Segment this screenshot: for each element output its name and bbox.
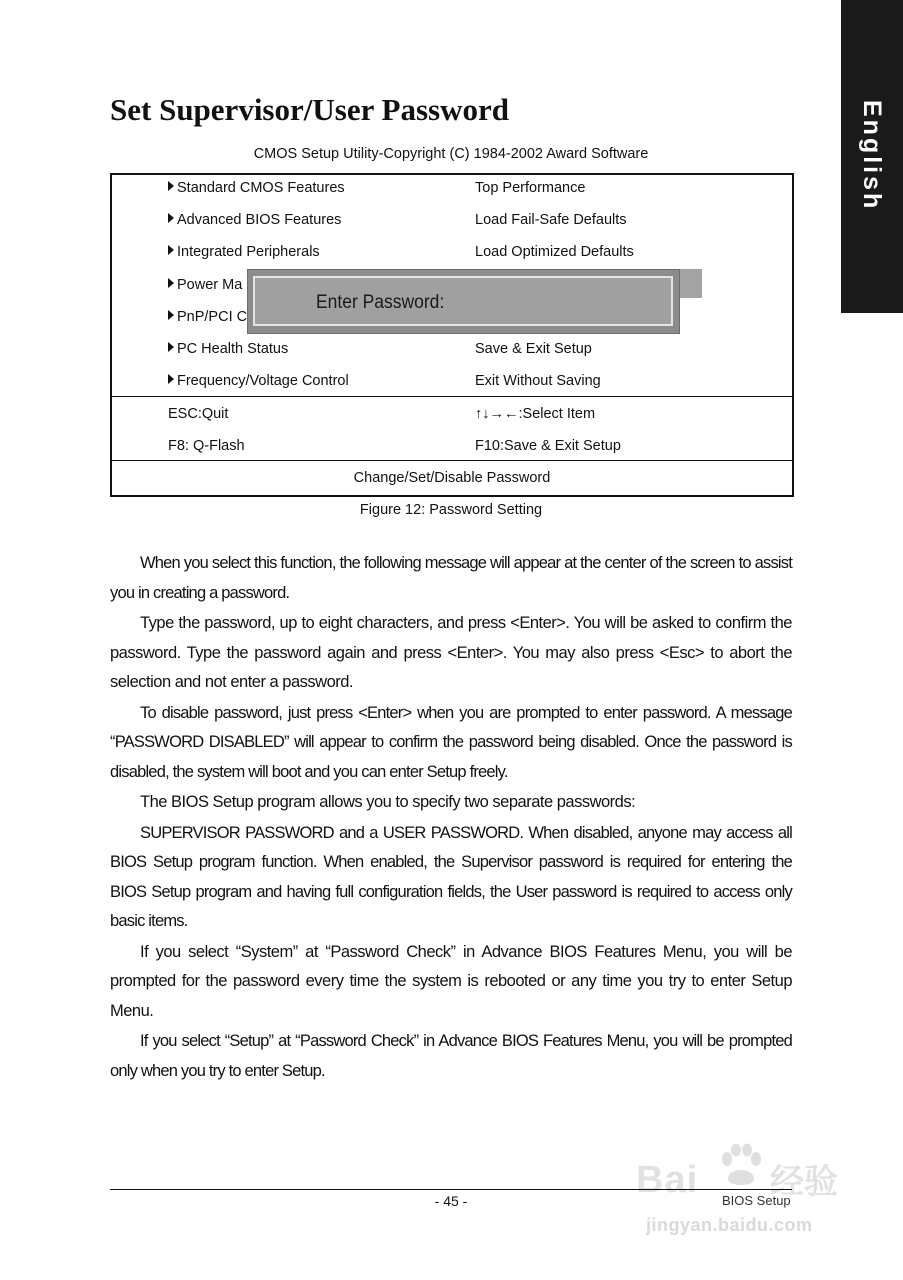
watermark-brand: Bai [636,1159,699,1201]
bios-menu-item-label: Integrated Peripherals [177,244,320,260]
help-esc-quit: ESC:Quit [168,406,229,422]
paragraph: SUPERVISOR PASSWORD and a USER PASSWORD. When disabled, anyone may access all BIOS Setup program function. When enabled, the Supervisor password is required for entering the BIOS Setup program and having full configuration fields, the User password is required to access only basic items. [110,823,792,930]
submenu-arrow-icon [168,278,174,288]
paragraph: To disable password, just press <Enter> when you are prompted to enter password. A message “PASSWORD DISABLED” will appear to confirm the password being disabled. Once the password is disabled, the system will boot and you can enter Setup freely. [110,703,792,781]
submenu-arrow-icon [168,213,174,223]
bios-menu-item [168,372,349,390]
submenu-arrow-icon [168,342,174,352]
submenu-arrow-icon [168,310,174,320]
figure-caption: Figure 12: Password Setting [359,502,543,518]
password-prompt: Enter Password: [316,292,445,313]
bios-menu-item [168,340,288,358]
bios-menu-item-right: Top Performance [475,180,586,196]
page-title: Set Supervisor/User Password [110,92,509,127]
paragraph: If you select “Setup” at “Password Check” in Advance BIOS Features Menu, you will be prompted only when you try to enter Setup. [110,1032,792,1080]
bios-menu-item [168,308,247,326]
dialog-shadow-tab [678,269,702,298]
help-save-exit: F10:Save & Exit Setup [475,438,621,454]
bios-menu-item [168,211,341,229]
page-number: - 45 - [434,1193,468,1209]
bios-menu-item-label: Frequency/Voltage Control [177,373,349,389]
bios-menu-item-right: Exit Without Saving [475,373,601,389]
paragraph: Type the password, up to eight characters, and press <Enter>. You will be asked to confirm the password. Type the password again and press <Enter>. You may also press <Esc> to abort the selection and not enter a password. [110,614,792,691]
side-tab-label: English [858,100,886,212]
bios-menu-screenshot [110,173,794,497]
bios-menu-item [168,243,320,261]
paragraph: If you select “System” at “Password Check” in Advance BIOS Features Menu, you will be prompted for the password every time the system is rebooted or any time you try to enter Setup Menu. [110,942,792,1020]
bios-menu-item [168,179,345,197]
body-text [110,549,792,1087]
bios-divider-status [112,460,792,461]
paragraph: When you select this function, the following message will appear at the center of the screen to assist you in creating a password. [110,554,792,602]
bios-divider-help [112,396,792,397]
paragraph: The BIOS Setup program allows you to specify two separate passwords: [140,793,636,811]
bios-menu-item-right: Save & Exit Setup [475,341,592,357]
watermark-url: jingyan.baidu.com [646,1215,813,1235]
bios-menu-item-label: Advanced BIOS Features [177,212,342,228]
submenu-arrow-icon [168,181,174,191]
paw-print-icon [718,1143,764,1187]
bios-menu-item-label: PnP/PCI C [177,309,248,325]
bios-menu-item [168,276,242,294]
bios-menu-item-label: PC Health Status [177,341,289,357]
submenu-arrow-icon [168,245,174,255]
utility-caption: CMOS Setup Utility-Copyright (C) 1984-2002 Award Software [253,146,649,162]
bios-menu-item-label: Power Ma [177,277,243,293]
bios-menu-item-label: Standard CMOS Features [177,180,345,196]
help-select-item: ↑↓→←:Select Item [475,406,596,422]
chapter-name: BIOS Setup [722,1193,791,1208]
bios-menu-item-right: Load Fail-Safe Defaults [475,212,627,228]
bios-status-line: Change/Set/Disable Password [353,470,551,486]
bios-menu-item-right: Load Optimized Defaults [475,244,634,260]
help-q-flash: F8: Q-Flash [168,438,245,454]
watermark-brand-cn: 经验 [770,1163,838,1201]
footer-rule [110,1189,792,1190]
submenu-arrow-icon [168,374,174,384]
